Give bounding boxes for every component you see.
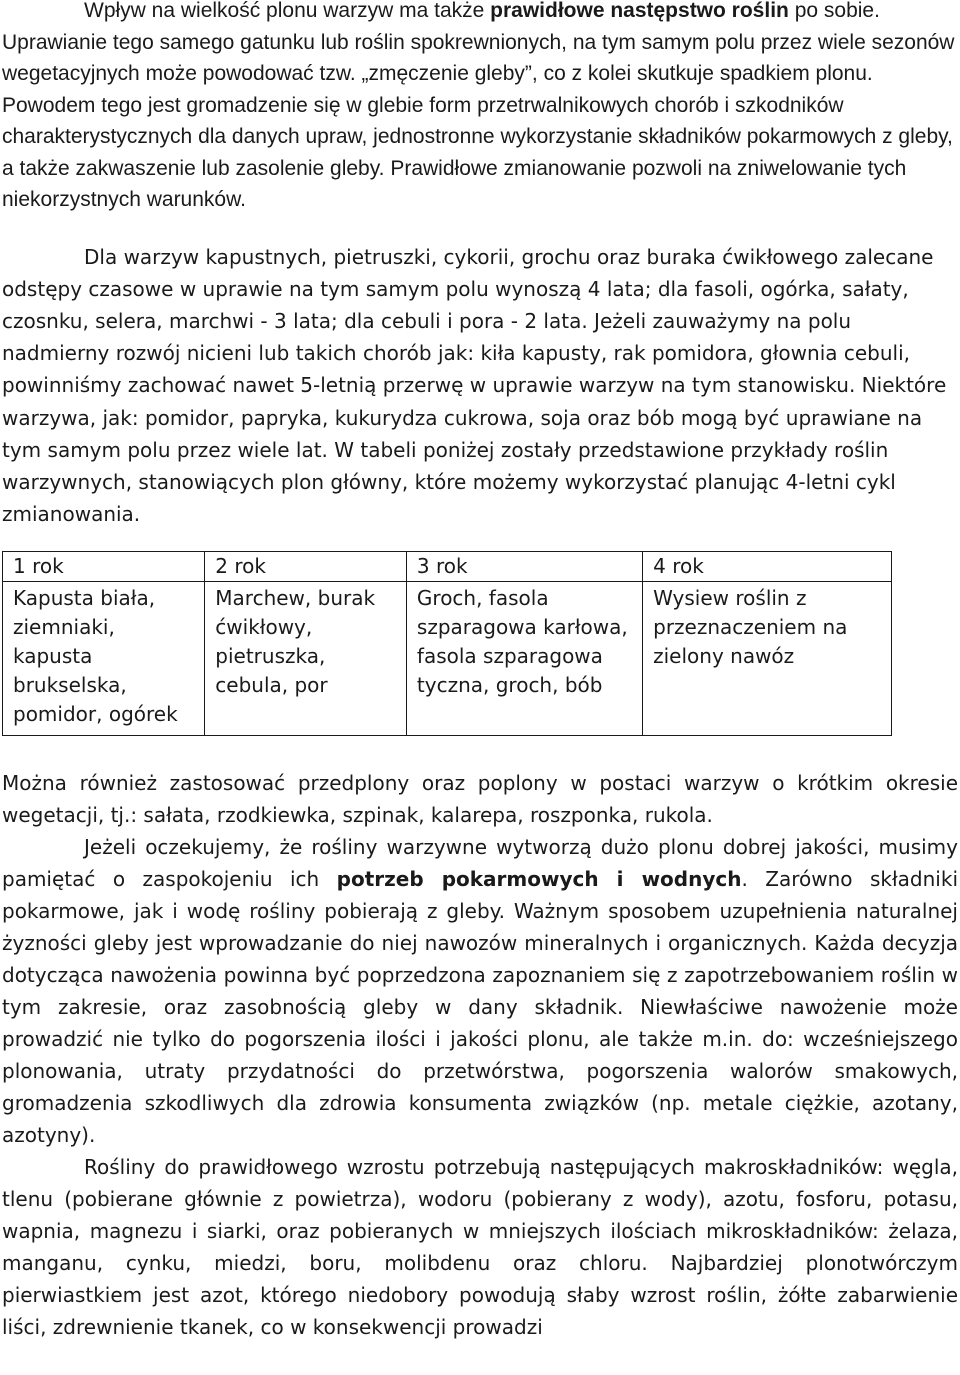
table-cell: Marchew, burak ćwikłowy, pietruszka, cebula, por [205,582,407,736]
table-header-cell: 3 rok [406,552,642,582]
table-cell: Kapusta biała, ziemniaki, kapusta brukselska, pomidor, ogórek [3,582,205,736]
table-header-row [3,552,892,582]
table-cell: Groch, fasola szparagowa karłowa, fasola szparagowa tyczna, groch, bób [406,582,642,736]
document-page [2,0,958,1343]
table-cell: Wysiew roślin z przeznaczeniem na zielony nawóz [643,582,892,736]
paragraph-intervals: Dla warzyw kapustnych, pietruszki, cykorii, grochu oraz buraka ćwikłowego zalecane odstępy czasowe w uprawie na tym samym polu wynoszą 4 lata; dla fasoli, ogórka, sałaty, czosnku, selera, marchwi - 3 lata; dla cebuli i pora - 2 lata. Jeżeli zauważymy na polu nadmierny rozwój nicieni lub takich chorób jak: kiła kapusty, rak pomidora, głownia cebuli, powinniśmy zachować nawet 5-letnią przerwę w uprawie warzyw na tym stanowisku. Niektóre warzywa, jak: pomidor, papryka, kukurydza cukrowa, soja oraz bób mogą być uprawiane na tym samym polu przez wiele lat. W tabeli poniżej zostały przedstawione przykłady roślin warzywnych, stanowiących plon główny, które możemy wykorzystać planując 4-letni cykl zmianowania. [2,244,947,527]
text-span: Wpływ na wielkość plonu warzyw ma także [84,0,491,22]
rotation-table [2,551,892,736]
table-header-cell: 4 rok [643,552,892,582]
table-row [3,582,892,736]
paragraph-macronutrients: Rośliny do prawidłowego wzrostu potrzebują następujących makroskładników: węgla, tlenu (pobierane głównie z powietrza), wodoru (pobierany z wody), azotu, fosforu, potasu, wapnia, magnezu i siarki, oraz pobieranych w mniejszych ilościach mikroskładników: żelaza, manganu, cynku, miedzi, boru, molibdenu oraz chloru. Najbardziej plonotwórczym pierwiastkiem jest azot, którego niedobory powodują słaby wzrost roślin, żółte zabarwienie liści, zdrewnienie tkanek, co w konsekwencji prowadzi [2,1155,958,1340]
table-header-cell: 2 rok [205,552,407,582]
bold-phrase: potrzeb pokarmowych i wodnych [336,867,742,892]
text-span: . Zarówno składniki pokarmowe, jak i wodę rośliny pobierają z gleby. Ważnym sposobem uzupełnienia naturalnej żyzności gleby jest wprowadzanie do niej nawozów mineralnych i organicznych. Każda decyzja dotycząca nawożenia powinna być poprzedzona zapoznaniem się z zapotrzebowaniem roślin w tym zakresie, oraz zasobnością gleby w dany składnik. Niewłaściwe nawożenie może prowadzić nie tylko do pogorszenia ilości i jakości plonu, ale także m.in. do: wcześniejszego plonowania, utraty przydatności do przetwórstwa, pogorszenia walorów smakowych, gromadzenia szkodliwych dla zdrowia konsumenta związków (np. metale ciężkie, azotany, azotyny). [2,867,958,1148]
bold-phrase: prawidłowe następstwo roślin [490,0,789,22]
paragraph-nutrition [2,831,958,1151]
text-span: po sobie. Uprawianie tego samego gatunku lub roślin spokrewnionych, na tym samym polu przez wiele sezonów wegetacyjnych może powodować tzw. „zmęczenie gleby”, co z kolei skutkuje spadkiem plonu. Powodem tego jest gromadzenie się w glebie form przetrwalnikowych chorób i szkodników charakterystycznych dla danych upraw, jednostronne wykorzystanie składników pokarmowych z gleby, a także zakwaszenie lub zasolenie gleby. Prawidłowe zmianowanie pozwoli na zniwelowanie tych niekorzystnych warunków. [2,0,955,211]
paragraph-catch-crops: Można również zastosować przedplony oraz poplony w postaci warzyw o krótkim okresie wegetacji, tj.: sałata, rzodkiewka, szpinak, kalarepa, roszponka, rukola. [2,771,958,828]
text-span: Jeżeli oczekujemy, że rośliny warzywne wytworzą dużo plonu dobrej jakości, musimy pamiętać o zaspokojeniu ich [2,835,958,892]
table-header-cell: 1 rok [3,552,205,582]
paragraph-crop-rotation [2,0,958,216]
